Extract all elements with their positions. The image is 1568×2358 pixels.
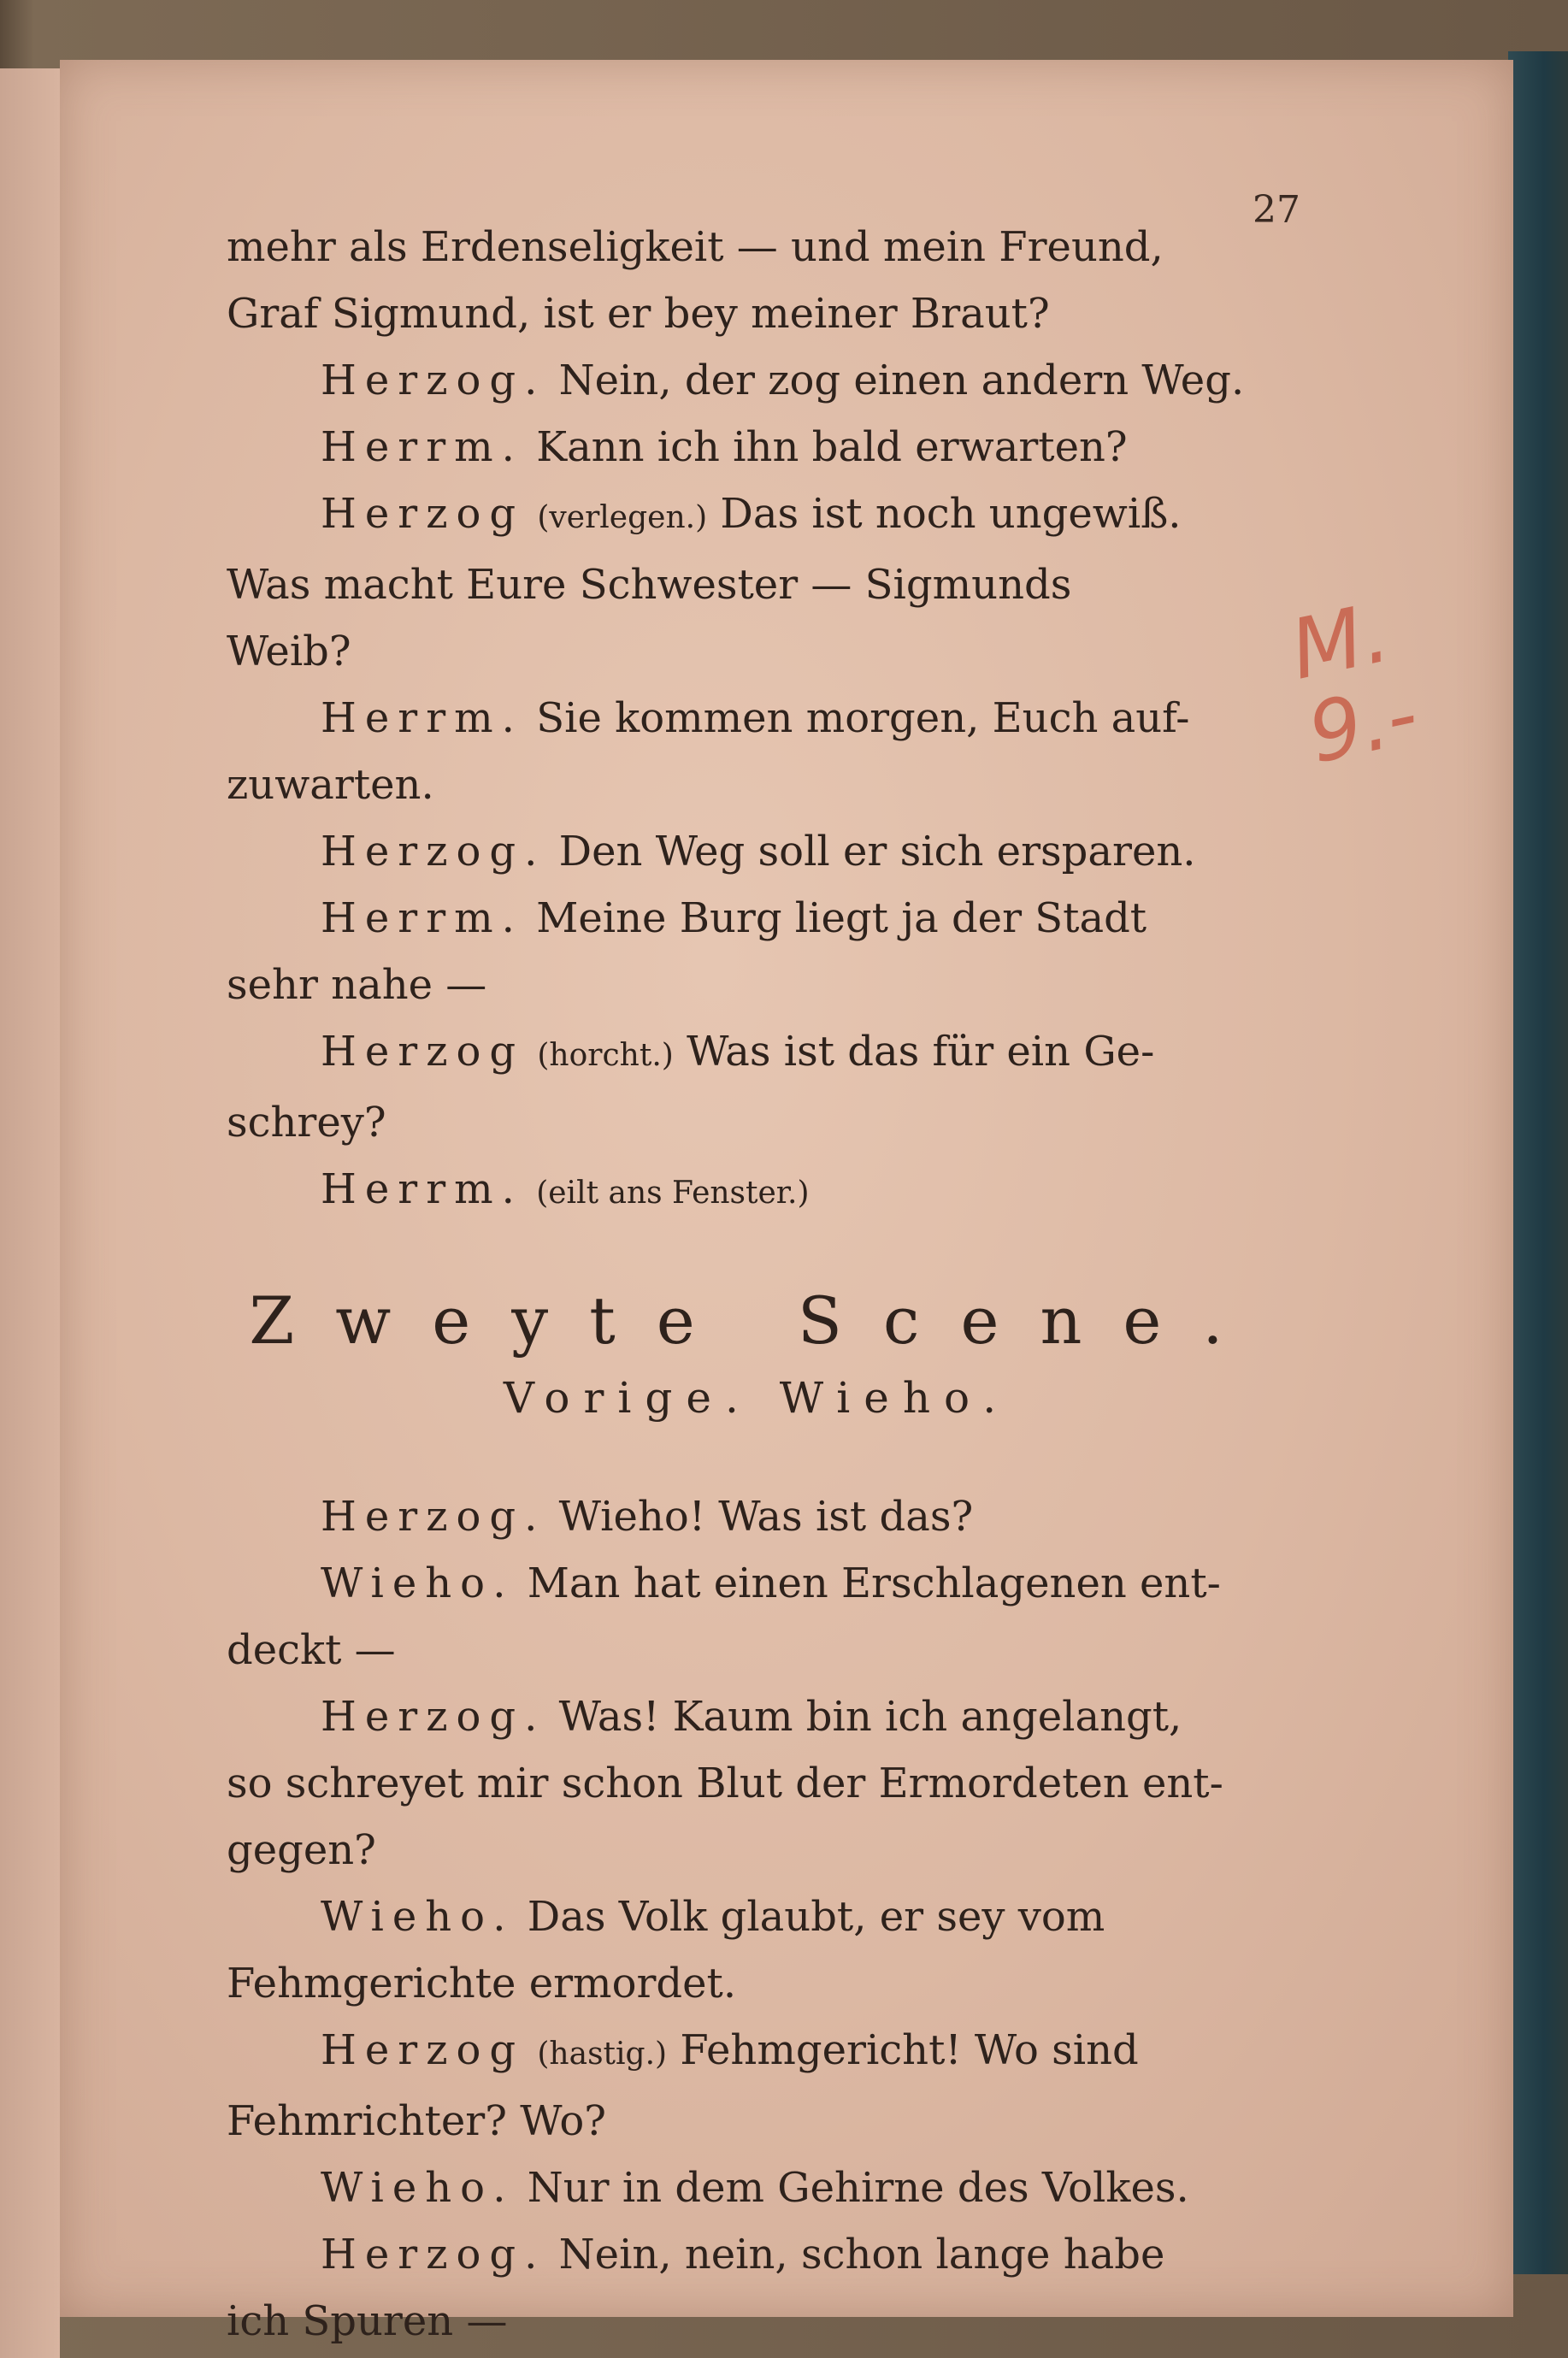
line-text: Was! Kaum bin ich angelangt, — [558, 1693, 1182, 1741]
text-line — [227, 347, 1287, 414]
speaker-name: Herzog. — [321, 1493, 546, 1541]
dialogue-block-2 — [227, 1483, 1287, 2355]
speaker-name: Herzog. — [321, 1693, 546, 1741]
text-line — [227, 885, 1287, 952]
text-line — [227, 2088, 1287, 2155]
line-text: Graf Sigmund, ist er bey meiner Braut? — [227, 290, 1050, 338]
margin-note-line: 9.- — [1300, 665, 1426, 782]
line-text: Das Volk glaubt, er sey vom — [527, 1893, 1105, 1941]
speaker-name: Herzog. — [321, 357, 546, 404]
line-text: Nein, nein, schon lange habe — [558, 2231, 1165, 2278]
text-line — [227, 685, 1287, 752]
stage-direction: (hastig.) — [537, 2037, 668, 2072]
speaker-name: Wieho. — [321, 1559, 515, 1607]
book-edge — [1508, 51, 1568, 2274]
line-text: Das ist noch ungewiß. — [720, 490, 1182, 538]
line-text: Man hat einen Erschlagenen ent- — [527, 1559, 1221, 1607]
line-text: sehr nahe — — [227, 961, 487, 1009]
line-text: Fehmrichter? Wo? — [227, 2097, 606, 2145]
scene-title: Zweyte Scene. — [249, 1282, 1264, 1359]
line-text: gegen? — [227, 1826, 376, 1874]
line-text: Meine Burg liegt ja der Stadt — [536, 894, 1147, 942]
text-line — [227, 280, 1287, 347]
line-text: Nur in dem Gehirne des Volkes. — [527, 2164, 1189, 2212]
line-text: ich Spuren — — [227, 2297, 508, 2345]
line-text: deckt — — [227, 1626, 396, 1674]
line-text: Den Weg soll er sich ersparen. — [558, 828, 1196, 875]
line-text: Nein, der zog einen andern Weg. — [558, 357, 1245, 404]
text-line — [227, 480, 1287, 551]
text-line — [227, 1817, 1287, 1883]
text-line — [227, 1750, 1287, 1817]
text-line — [227, 818, 1287, 885]
line-text: mehr als Erdenseligkeit — und mein Freund, — [227, 223, 1164, 271]
text-line — [227, 952, 1287, 1018]
speaker-name: Herrm. — [321, 423, 523, 471]
margin-note-line: M. — [1282, 584, 1398, 699]
text-line — [227, 1018, 1287, 1089]
text-line — [227, 414, 1287, 480]
line-text: so schreyet mir schon Blut der Ermordeten ent- — [227, 1760, 1223, 1807]
text-line — [227, 1089, 1287, 1156]
page-text — [227, 214, 1287, 2355]
text-line — [227, 2221, 1287, 2288]
page-number: 27 — [1253, 188, 1300, 232]
text-line — [227, 2288, 1287, 2355]
text-line — [227, 551, 1287, 618]
speaker-name: Herzog — [321, 2026, 525, 2074]
text-line — [227, 2017, 1287, 2088]
stage-direction: (horcht.) — [537, 1038, 674, 1073]
line-text: Fehmgerichte ermordet. — [227, 1960, 737, 2007]
line-text: Fehmgericht! Wo sind — [680, 2026, 1139, 2074]
speaker-name: Herzog. — [321, 2231, 546, 2278]
stage-direction: (verlegen.) — [537, 500, 708, 535]
speaker-name: Herrm. — [321, 1165, 523, 1213]
speaker-name: Wieho. — [321, 1893, 515, 1941]
text-line — [227, 1617, 1287, 1683]
speaker-name: Herzog — [321, 1028, 525, 1076]
text-line — [227, 1883, 1287, 1950]
text-line — [227, 1483, 1287, 1550]
speaker-name: Herrm. — [321, 894, 523, 942]
line-text: Was macht Eure Schwester — Sigmunds — [227, 561, 1072, 609]
line-text: Wieho! Was ist das? — [558, 1493, 974, 1541]
text-line — [227, 1950, 1287, 2017]
speaker-name: Wieho. — [321, 2164, 515, 2212]
text-line — [227, 1683, 1287, 1750]
dialogue-block-1 — [227, 214, 1287, 1227]
pencil-margin-note — [1282, 574, 1486, 782]
text-line — [227, 1156, 1287, 1227]
stage-direction: (eilt ans Fenster.) — [536, 1176, 810, 1211]
line-text: zuwarten. — [227, 761, 434, 809]
left-page-edge — [0, 68, 60, 2358]
scene-cast: Vorige. Wieho. — [503, 1373, 1011, 1423]
text-line — [227, 752, 1287, 818]
speaker-name: Herrm. — [321, 694, 523, 742]
text-line — [227, 214, 1287, 280]
speaker-name: Herzog. — [321, 828, 546, 875]
text-line — [227, 2155, 1287, 2221]
line-text: Kann ich ihn bald erwarten? — [536, 423, 1128, 471]
line-text: Weib? — [227, 628, 351, 675]
line-text: schrey? — [227, 1099, 386, 1147]
speaker-name: Herzog — [321, 490, 525, 538]
line-text: Sie kommen morgen, Euch auf- — [536, 694, 1190, 742]
line-text: Was ist das für ein Ge- — [687, 1028, 1155, 1076]
text-line — [227, 1550, 1287, 1617]
text-line — [227, 618, 1287, 685]
